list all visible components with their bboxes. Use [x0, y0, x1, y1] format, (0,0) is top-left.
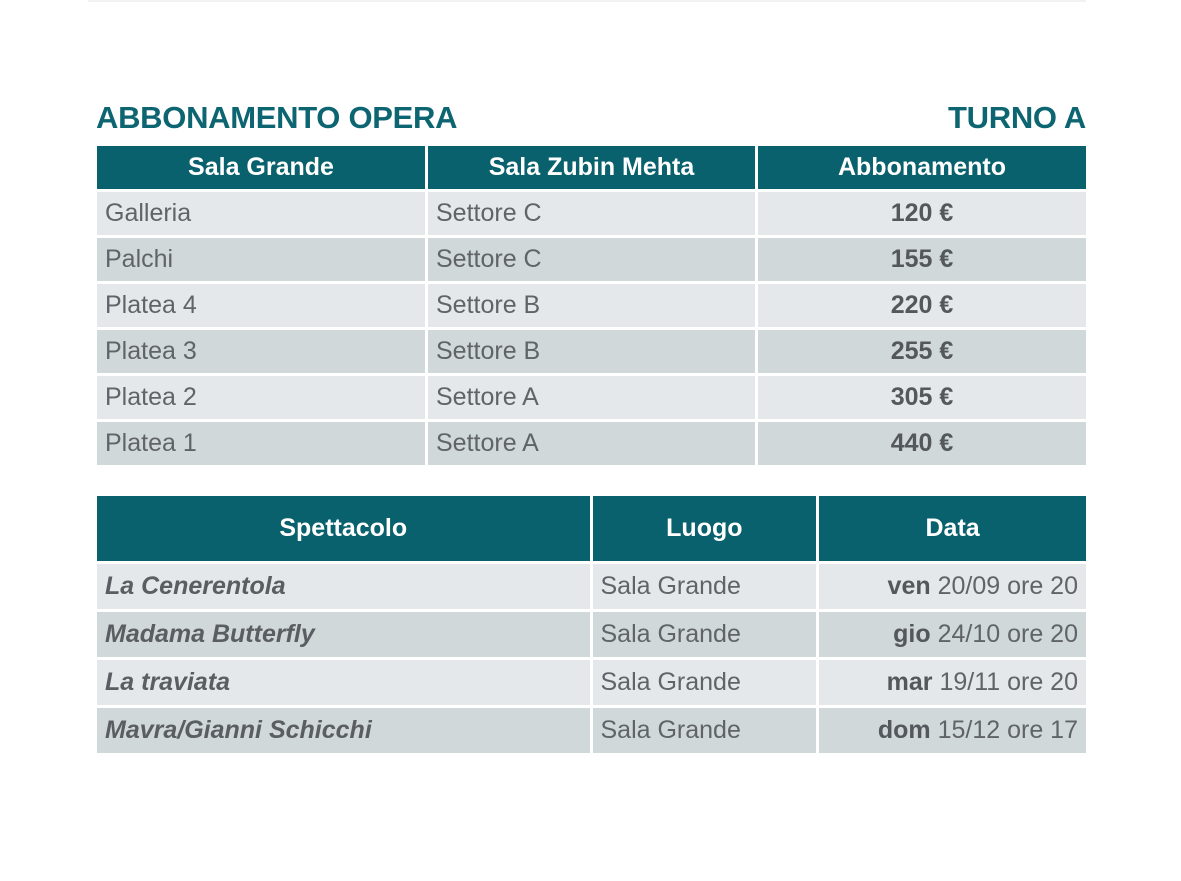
sala-zubin-mehta-cell: Settore A	[428, 422, 755, 465]
sala-grande-cell: Platea 2	[97, 376, 425, 419]
price-table-header	[97, 146, 1086, 189]
sala-grande-cell: Platea 3	[97, 330, 425, 373]
sala-zubin-mehta-cell: Settore B	[428, 284, 755, 327]
weekday-label: mar	[886, 668, 933, 696]
column-header-sala-zubin-mehta: Sala Zubin Mehta	[428, 146, 755, 189]
performance-row	[97, 708, 1086, 753]
date-time-label: 15/12 ore 17	[937, 716, 1078, 744]
sala-grande-cell: Galleria	[97, 192, 425, 235]
price-row	[97, 238, 1086, 281]
venue-cell: Sala Grande	[593, 708, 817, 753]
abbonamento-price-cell: 120 €	[758, 192, 1086, 235]
sala-grande-cell: Platea 4	[97, 284, 425, 327]
price-row	[97, 330, 1086, 373]
date-cell	[819, 660, 1086, 705]
performance-title-cell: La traviata	[97, 660, 590, 705]
performance-title-cell: Madama Butterfly	[97, 612, 590, 657]
venue-cell: Sala Grande	[593, 564, 817, 609]
date-time-label: 20/09 ore 20	[937, 572, 1078, 600]
date-cell	[819, 564, 1086, 609]
abbonamento-price-cell: 305 €	[758, 376, 1086, 419]
sala-zubin-mehta-cell: Settore B	[428, 330, 755, 373]
date-time-label: 24/10 ore 20	[937, 620, 1078, 648]
column-header-luogo: Luogo	[593, 496, 817, 561]
performance-title-cell: Mavra/Gianni Schicchi	[97, 708, 590, 753]
venue-cell: Sala Grande	[593, 612, 817, 657]
top-divider	[88, 0, 1086, 2]
column-header-abbonamento: Abbonamento	[758, 146, 1086, 189]
sala-zubin-mehta-cell: Settore C	[428, 192, 755, 235]
date-cell	[819, 612, 1086, 657]
date-time-label: 19/11 ore 20	[939, 668, 1078, 696]
performance-table	[94, 493, 1089, 756]
turno-label: TURNO A	[948, 100, 1086, 135]
sala-grande-cell: Platea 1	[97, 422, 425, 465]
abbonamento-price-cell: 440 €	[758, 422, 1086, 465]
weekday-label: gio	[893, 620, 931, 648]
weekday-label: dom	[877, 716, 931, 744]
venue-cell: Sala Grande	[593, 660, 817, 705]
performance-row	[97, 660, 1086, 705]
section-heading	[96, 98, 1086, 138]
price-row	[97, 192, 1086, 235]
performance-table-header	[97, 496, 1086, 561]
price-table	[94, 143, 1089, 468]
abbonamento-price-cell: 155 €	[758, 238, 1086, 281]
abbonamento-price-cell: 220 €	[758, 284, 1086, 327]
price-row	[97, 422, 1086, 465]
performance-title-cell: La Cenerentola	[97, 564, 590, 609]
performance-row	[97, 612, 1086, 657]
column-header-sala-grande: Sala Grande	[97, 146, 425, 189]
date-cell	[819, 708, 1086, 753]
column-header-spettacolo: Spettacolo	[97, 496, 590, 561]
column-header-data: Data	[819, 496, 1086, 561]
performance-row	[97, 564, 1086, 609]
price-row	[97, 284, 1086, 327]
price-row	[97, 376, 1086, 419]
sala-grande-cell: Palchi	[97, 238, 425, 281]
sala-zubin-mehta-cell: Settore C	[428, 238, 755, 281]
weekday-label: ven	[887, 572, 931, 600]
sala-zubin-mehta-cell: Settore A	[428, 376, 755, 419]
abbonamento-price-cell: 255 €	[758, 330, 1086, 373]
subscription-title: ABBONAMENTO OPERA	[96, 100, 458, 135]
